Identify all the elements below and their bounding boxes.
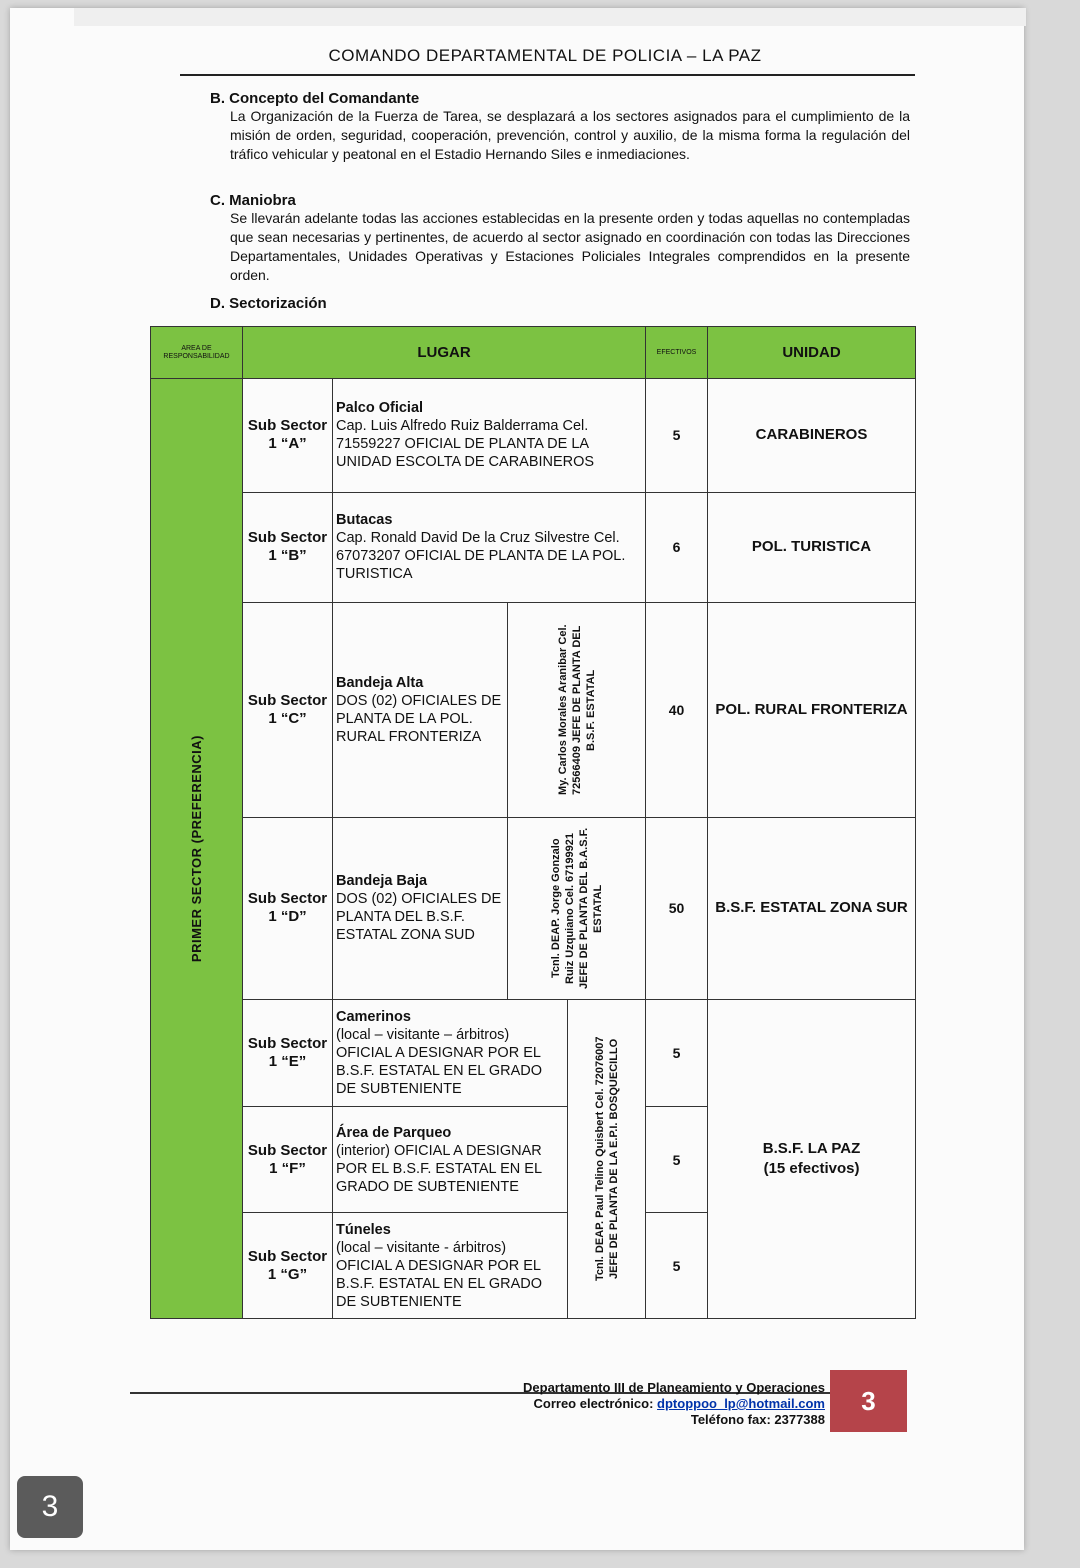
- jefe-text: Tcnl. DEAP. Jorge Gonzalo Ruiz Uzquiano Cel. 67199921 JEFE DE PLANTA DEL B.A.S.F. ESTATAL: [549, 827, 604, 990]
- unidad-cell: POL. RURAL FRONTERIZA: [708, 602, 916, 818]
- lugar-cell: Butacas Cap. Ronald David De la Cruz Silvestre Cel. 67073207 OFICIAL DE PLANTA DE LA POL. TURISTICA: [333, 492, 646, 602]
- unidad-cell: POL. TURISTICA: [708, 492, 916, 602]
- subsector-cell: Sub Sector 1 “B”: [243, 492, 333, 602]
- lugar-cell: Camerinos (local – visitante – árbitros) OFICIAL A DESIGNAR POR EL B.S.F. ESTATAL EN EL GRADO DE SUBTENIENTE: [333, 999, 568, 1107]
- subsector-cell: Sub Sector 1 “E”: [243, 999, 333, 1107]
- page-number-box: 3: [830, 1370, 907, 1432]
- footer-email-link[interactable]: dptoppoo_lp@hotmail.com: [657, 1396, 825, 1411]
- footer-email-line: [480, 1396, 825, 1412]
- page-header-title: COMANDO DEPARTAMENTAL DE POLICIA – LA PAZ: [328, 46, 762, 65]
- efectivos-cell: 50: [646, 818, 708, 999]
- sectorization-table: [150, 326, 916, 1319]
- subsector-cell: Sub Sector 1 “F”: [243, 1107, 333, 1213]
- unidad-group-note: (15 efectivos): [763, 1159, 860, 1177]
- efectivos-cell: 5: [646, 1107, 708, 1213]
- unidad-group-cell: [708, 999, 916, 1318]
- jefe-cell: [508, 602, 646, 818]
- subsector-cell: Sub Sector 1 “A”: [243, 379, 333, 493]
- table-row: [151, 379, 916, 493]
- table-row: [151, 602, 916, 818]
- efectivos-cell: 40: [646, 602, 708, 818]
- efectivos-cell: 6: [646, 492, 708, 602]
- header-lugar: LUGAR: [243, 327, 646, 379]
- lugar-cell: Área de Parqueo (interior) OFICIAL A DESIGNAR POR EL B.S.F. ESTATAL EN EL GRADO DE SUBTENIENTE: [333, 1107, 568, 1213]
- footer-email-label: Correo electrónico:: [533, 1396, 654, 1411]
- section-c-text: Se llevarán adelante todas las acciones establecidas en la presente orden y todas aquellas no contempladas que sean necesarias y pertinentes, de acuerdo al sector asignado en coordinación con todas las Direcciones Departamentales, Unidades Operativas y Estaciones Policiales Integrales comprendidos en la presente orden.: [230, 210, 910, 283]
- scan-edge: [74, 8, 1026, 26]
- subsector-cell: Sub Sector 1 “G”: [243, 1213, 333, 1319]
- page-footer: [480, 1380, 825, 1428]
- section-c: [210, 192, 910, 285]
- header-unidad: UNIDAD: [708, 327, 916, 379]
- table-header-row: [151, 327, 916, 379]
- unidad-cell: CARABINEROS: [708, 379, 916, 493]
- subsector-cell: Sub Sector 1 “C”: [243, 602, 333, 818]
- section-b-title: B. Concepto del Comandante: [210, 90, 420, 107]
- footer-phone: Teléfono fax: 2377388: [690, 1412, 825, 1427]
- lugar-cell: Túneles (local – visitante - árbitros) OFICIAL A DESIGNAR POR EL B.S.F. ESTATAL EN EL GRADO DE SUBTENIENTE: [333, 1213, 568, 1319]
- section-b-text: La Organización de la Fuerza de Tarea, se desplazará a los sectores asignados para el cumplimiento de la misión de orden, seguridad, cooperación, prevención, control y auxilio, de la misma forma la regulación del tráfico vehicular y peatonal en el Estadio Hernando Siles e inmediaciones.: [230, 108, 910, 162]
- footer-department: Departamento III de Planeamiento y Operaciones: [523, 1380, 825, 1395]
- lugar-cell: Palco Oficial Cap. Luis Alfredo Ruiz Balderrama Cel. 71559227 OFICIAL DE PLANTA DE LA UNIDAD ESCOLTA DE CARABINEROS: [333, 379, 646, 493]
- table-row: [151, 999, 916, 1107]
- header-area: AREA DE RESPONSABILIDAD: [151, 327, 243, 379]
- unidad-cell: B.S.F. ESTATAL ZONA SUR: [708, 818, 916, 999]
- section-d-title: D. Sectorización: [210, 295, 327, 312]
- efectivos-cell: 5: [646, 1213, 708, 1319]
- lugar-cell: Bandeja Alta DOS (02) OFICIALES DE PLANTA DE LA POL. RURAL FRONTERIZA: [333, 602, 508, 818]
- table-row: [151, 818, 916, 999]
- subsector-cell: Sub Sector 1 “D”: [243, 818, 333, 999]
- sector-label-cell: [151, 379, 243, 1319]
- jefe-group-text: Tcnl. DEAP. Paul Telino Quisbert Cel. 72076007 JEFE DE PLANTA DE LA E.P.I. BOSQUECILLO: [593, 1036, 620, 1282]
- jefe-cell: [508, 818, 646, 999]
- section-b: [210, 90, 910, 164]
- unidad-group-name: B.S.F. LA PAZ: [762, 1139, 861, 1157]
- header-divider: [180, 74, 915, 76]
- section-d: [210, 295, 910, 312]
- section-c-title: C. Maniobra: [210, 192, 296, 209]
- sector-label: PRIMER SECTOR (PREFERENCIA): [189, 734, 204, 963]
- efectivos-cell: 5: [646, 379, 708, 493]
- efectivos-cell: 5: [646, 999, 708, 1107]
- table-row: [151, 492, 916, 602]
- viewer-page-badge[interactable]: 3: [17, 1476, 83, 1538]
- jefe-text: My. Carlos Morales Aranibar Cel. 72566409 JEFE DE PLANTA DEL B.S.F. ESTATAL: [556, 624, 597, 796]
- jefe-group-cell: [568, 999, 646, 1318]
- lugar-cell: Bandeja Baja DOS (02) OFICIALES DE PLANTA DEL B.S.F. ESTATAL ZONA SUD: [333, 818, 508, 999]
- header-efectivos: EFECTIVOS: [646, 327, 708, 379]
